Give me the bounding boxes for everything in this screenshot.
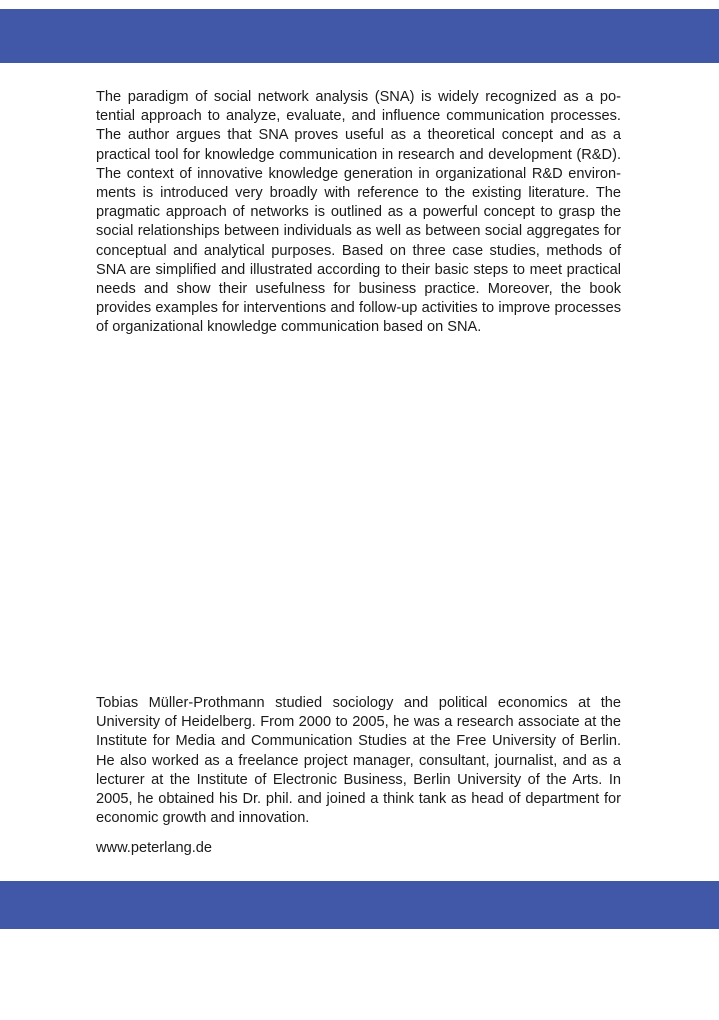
- abstract-paragraph: The paradigm of social network analysis (SNA) is widely recognized as a potential approach to analyze, evaluate, and influence communication processes. The author argues that SNA proves useful as a theoretical concept and as a practical tool for knowledge communication in research and development (R&D). The context of innovative knowledge generation in organizational R&D environments is introduced very broadly with reference to the existing literature. The pragmatic approach of networks is outlined as a powerful concept to grasp the social relationships between individuals as well as between social aggregates for conceptual and analytical purposes. Based on three case studies, methods of SNA are simplified and illustrated according to their basic steps to meet practical needs and show their usefulness for business practice. Moreover, the book provides examples for interventions and follow-up activities to improve processes of organizational knowledge communication based on SNA.: [96, 89, 621, 336]
- publisher-url: www.peterlang.de: [96, 840, 213, 856]
- author-bio-paragraph: Tobias Müller-Prothmann studied sociology and political economics at the University of Heidelberg. From 2000 to 2005, he was a research associate at the Institute for Media and Communication Studies at the Free University of Berlin. He also worked as a freelance project manager, consultant, journalist, and as a lecturer at the Institute of Electronic Business, Berlin University of the Arts. In 2005, he obtained his Dr. phil. and joined a think tank as head of department for economic growth and innovation.: [96, 695, 621, 827]
- abstract-section: [96, 88, 621, 338]
- author-bio-section: [96, 694, 621, 828]
- bottom-color-band: [0, 881, 719, 929]
- top-color-band: [0, 9, 719, 63]
